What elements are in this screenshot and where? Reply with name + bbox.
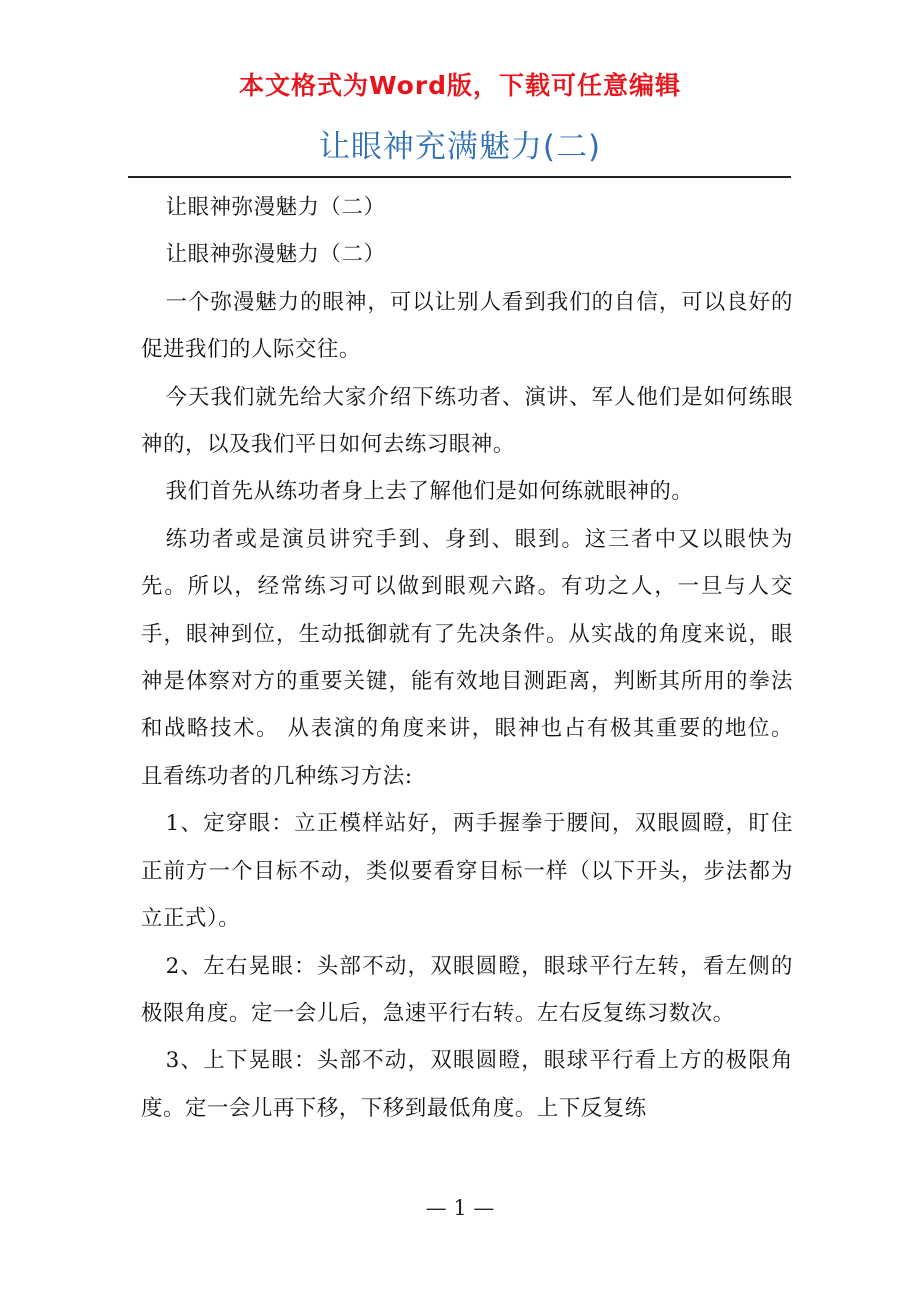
- paragraph: 3、上下晃眼：头部不动，双眼圆瞪，眼球平行看上方的极限角度。定一会儿再下移，下移到最低角度。上下反复练: [141, 1048, 793, 1121]
- document-title: 让眼神充满魅力(二): [318, 129, 602, 165]
- paragraph: 让眼神弥漫魅力（二）: [165, 242, 386, 268]
- paragraph: 让眼神弥漫魅力（二）: [165, 195, 386, 220]
- format-notice: 本文格式为Word版，下载可任意编辑: [238, 71, 682, 100]
- paragraph: 一个弥漫魅力的眼神，可以让别人看到我们的自信，可以良好的促进我们的人际交往。: [141, 289, 793, 363]
- paragraph: 今天我们就先给大家介绍下练功者、演讲、军人他们是如何练眼神的，以及我们平日如何去练习眼神。: [141, 384, 793, 458]
- title-divider: [128, 176, 791, 178]
- paragraph: 我们首先从练功者身上去了解他们是如何练就眼神的。: [165, 479, 694, 505]
- paragraph: 练功者或是演员讲究手到、身到、眼到。这三者中又以眼快为先。所以，经常练习可以做到眼观六路。有功之人，一旦与人交手，眼神到位，生动抵御就有了先决条件。从实战的角度来说，眼神是体察对方的重要关键，能有效地目测距离，判断其所用的拳法和战略技术。 从表演的角度来讲，眼神也占有极其重要的地位。 且看练功者的几种练习方法:: [141, 526, 793, 789]
- page-number: — 1 —: [425, 1196, 495, 1220]
- document-body: [141, 184, 793, 1132]
- paragraph: 1、定穿眼：立正模样站好，两手握拳于腰间，双眼圆瞪，盯住正前方一个目标不动，类似要看穿目标一样（以下开头，步法都为立正式）。: [141, 811, 793, 932]
- paragraph: 2、左右晃眼：头部不动，双眼圆瞪，眼球平行左转，看左侧的极限角度。定一会儿后，急速平行右转。左右反复练习数次。: [141, 953, 793, 1026]
